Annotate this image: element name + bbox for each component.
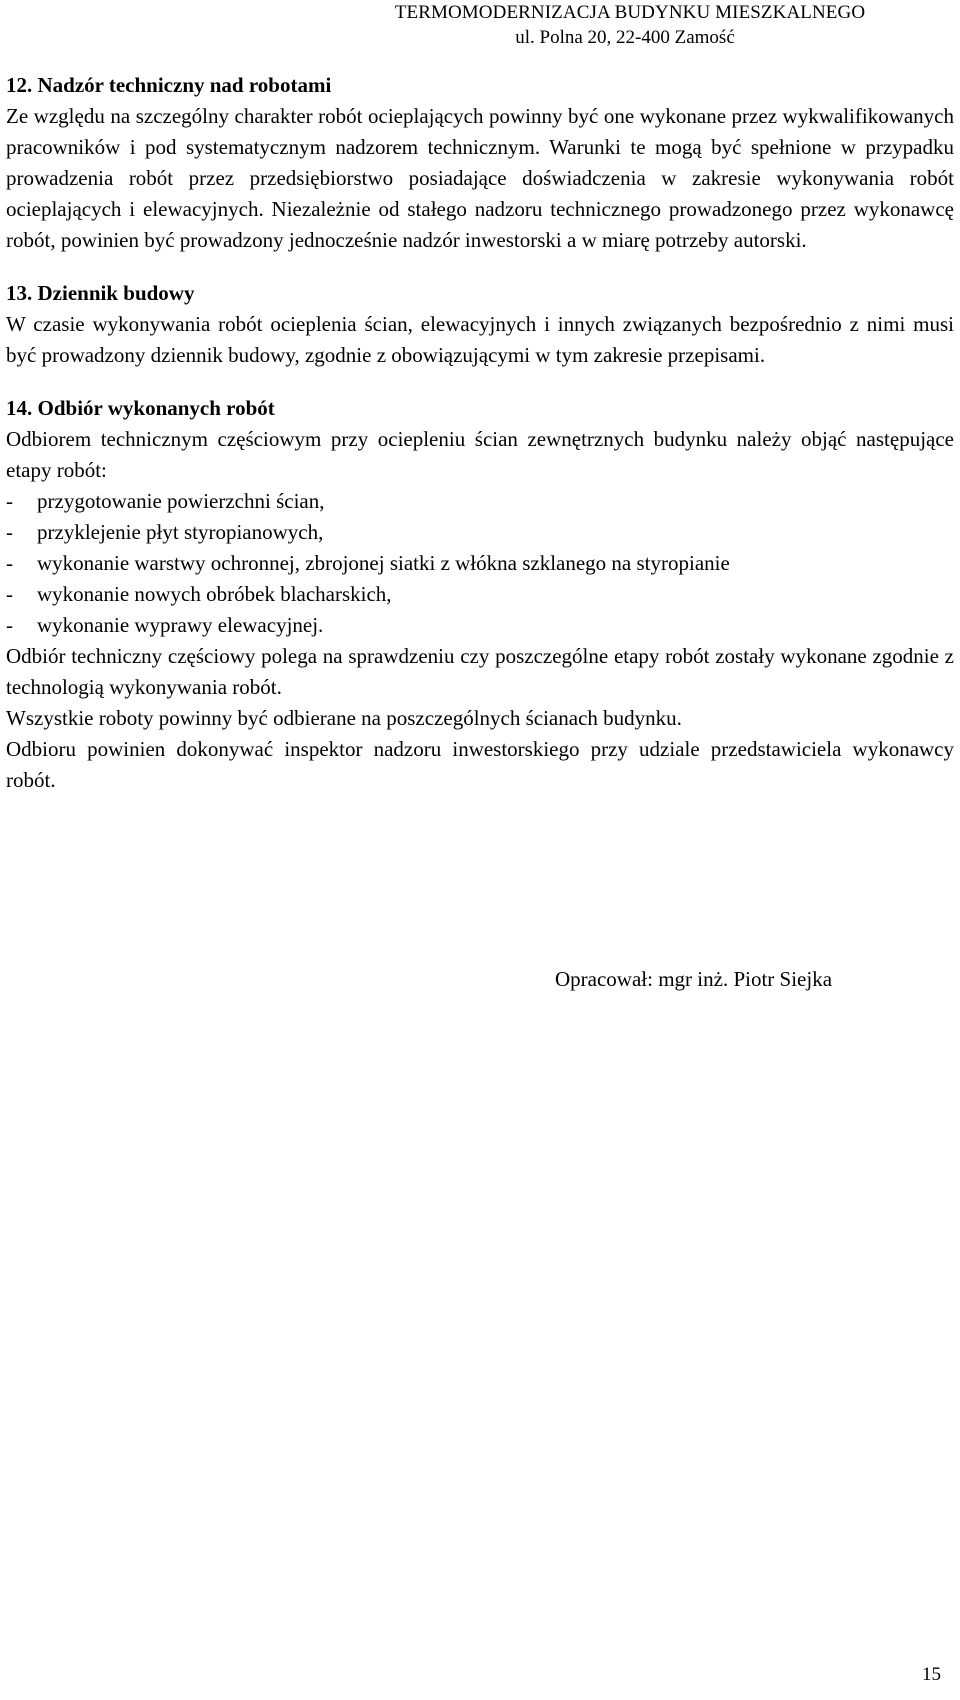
section-paragraph: W czasie wykonywania robót ocieplenia ścian, elewacyjnych i innych związanych bezpośrednio z nimi musi być prowadzony dziennik budowy, zgodnie z obowiązującymi w tym zakresie przepisami. [6, 312, 954, 367]
section-heading: 12. Nadzór techniczny nad robotami [6, 73, 332, 97]
list-marker: - [6, 551, 13, 575]
section-paragraph: Ze względu na szczególny charakter robót ocieplających powinny być one wykonane przez wykwalifikowanych pracowników i pod systematycznym nadzorem technicznym. Warunki te mogą być spełnione w przypadku prowadzenia robót przez przedsiębiorstwo posiadające doświadczenia w zakresie wykonywania robót ocieplających i elewacyjnych. Niezależnie od stałego nadzoru technicznego prowadzonego przez wykonawcę robót, powinien być prowadzony jednocześnie nadzór inwestorski a w miarę potrzeby autorski. [6, 104, 954, 252]
list-item [6, 548, 954, 579]
list-marker: - [6, 520, 13, 544]
list-item-text: wykonanie nowych obróbek blacharskich, [37, 582, 392, 606]
section-paragraph: Wszystkie roboty powinny być odbierane na poszczególnych ścianach budynku. [6, 706, 682, 730]
section-12-supervision [6, 70, 954, 256]
document-body [6, 70, 954, 818]
list-item-text: wykonanie warstwy ochronnej, zbrojonej siatki z włókna szklanego na styropianie [37, 551, 730, 575]
list-marker: - [6, 613, 13, 637]
list-marker: - [6, 489, 13, 513]
list-marker: - [6, 582, 13, 606]
list-item-text: przygotowanie powierzchni ścian, [37, 489, 325, 513]
acceptance-stages-list [6, 486, 954, 641]
section-13-construction-log [6, 278, 954, 371]
section-14-acceptance [6, 393, 954, 796]
header-address: ul. Polna 20, 22-400 Zamość [515, 27, 735, 48]
section-intro: Odbiorem technicznym częściowym przy ociepleniu ścian zewnętrznych budynku należy objąć następujące etapy robót: [6, 427, 954, 482]
list-item-text: przyklejenie płyt styropianowych, [37, 520, 324, 544]
page-header [0, 0, 960, 50]
list-item [6, 579, 954, 610]
section-heading: 13. Dziennik budowy [6, 281, 195, 305]
list-item [6, 486, 954, 517]
page-number: 15 [922, 1664, 941, 1685]
section-paragraph: Odbiór techniczny częściowy polega na sprawdzeniu czy poszczególne etapy robót zostały wykonane zgodnie z technologią wykonywania robót. [6, 644, 954, 699]
author-signature: Opracował: mgr inż. Piotr Siejka [555, 967, 833, 991]
section-heading: 14. Odbiór wykonanych robót [6, 396, 275, 420]
header-title: TERMOMODERNIZACJA BUDYNKU MIESZKALNEGO [394, 2, 866, 23]
list-item-text: wykonanie wyprawy elewacyjnej. [37, 613, 324, 637]
section-paragraph: Odbioru powinien dokonywać inspektor nadzoru inwestorskiego przy udziale przedstawiciela wykonawcy robót. [6, 737, 954, 792]
list-item [6, 610, 954, 641]
list-item [6, 517, 954, 548]
